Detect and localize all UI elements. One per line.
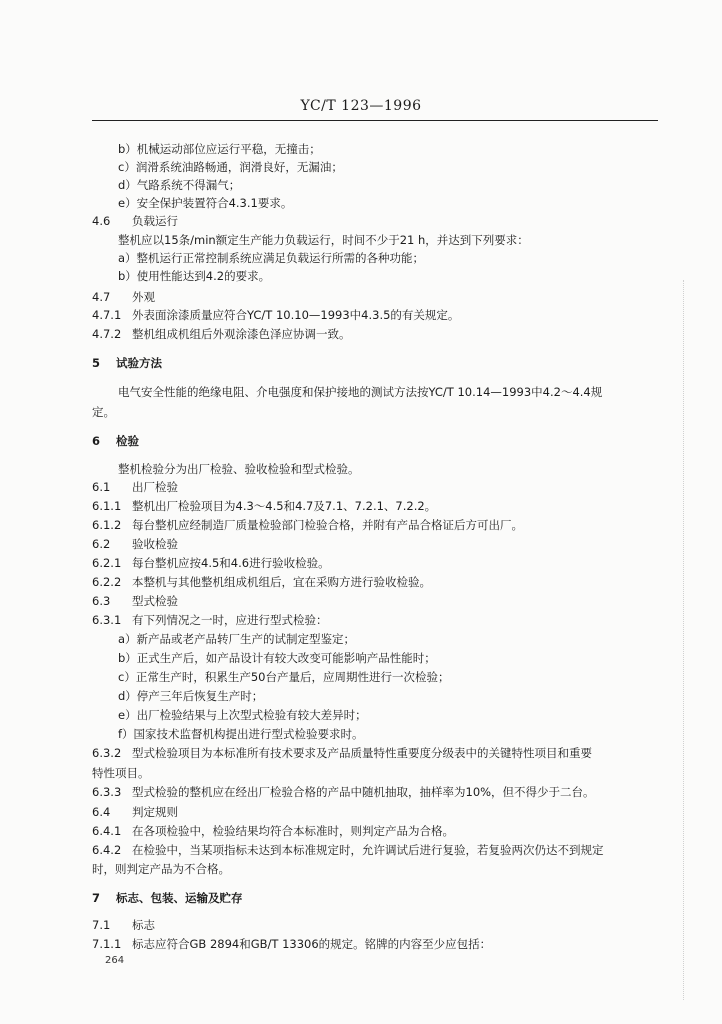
- clause-number: 7.1: [92, 918, 111, 932]
- clause-text: 外观: [132, 290, 155, 304]
- clause-number: 6.3.3: [92, 785, 122, 799]
- clause-text: 型式检验的整机应在经出厂检验合格的产品中随机抽取，抽样率为10%，但不得少于二台。: [132, 785, 595, 799]
- clause-number: 6.4: [92, 805, 111, 819]
- clause-text: 整机应以15条/min额定生产能力负载运行，时间不少于21 h，并达到下列要求：: [118, 233, 529, 247]
- clause-text: e）出厂检验结果与上次型式检验有较大差异时；: [118, 708, 367, 722]
- section-heading: [92, 434, 660, 448]
- clause-number: 6.4.2: [92, 843, 122, 857]
- clause-number: 6.1.1: [92, 499, 122, 513]
- clause-text: 本整机与其他整机组成机组后，宜在采购方进行验收检验。: [132, 575, 431, 589]
- page-number: 264: [105, 955, 125, 966]
- text-line: [92, 766, 660, 780]
- clause-line: [92, 518, 660, 532]
- clause-text: c）润滑系统油路畅通，润滑良好，无漏油；: [118, 160, 343, 174]
- clause-text: 整机检验分为出厂检验、验收检验和型式检验。: [118, 462, 360, 476]
- clause-line: [92, 556, 660, 570]
- clause-number: 6: [92, 434, 101, 448]
- clause-line: [92, 575, 660, 589]
- clause-text: f）国家技术监督机构提出进行型式检验要求时。: [118, 727, 364, 741]
- clause-number: 4.7.1: [92, 308, 122, 322]
- clause-text: 时，则判定产品为不合格。: [92, 862, 230, 876]
- clause-text: 试验方法: [116, 356, 162, 370]
- text-line: [118, 651, 658, 665]
- clause-text: 整机出厂检验项目为4.3～4.5和4.7及7.1、7.2.1、7.2.2。: [132, 499, 437, 513]
- text-line: [118, 269, 658, 283]
- text-line: [118, 708, 658, 722]
- clause-number: 6.3.2: [92, 746, 122, 760]
- clause-text: a）整机运行正常控制系统应满足负载运行所需的各种功能；: [118, 251, 425, 265]
- clause-line: [92, 746, 660, 760]
- clause-line: [92, 214, 660, 228]
- clause-number: 4.7.2: [92, 327, 122, 341]
- clause-text: 在检验中，当某项指标未达到本标准规定时，允许调试后进行复验，若复验两次仍达不到规定: [132, 843, 604, 857]
- clause-line: [92, 594, 660, 608]
- clause-text: 型式检验项目为本标准所有技术要求及产品质量特性重要度分级表中的关键特性项目和重要: [132, 746, 592, 760]
- text-line: [118, 233, 658, 247]
- clause-line: [92, 785, 660, 799]
- clause-line: [92, 824, 660, 838]
- clause-number: 6.4.1: [92, 824, 122, 838]
- clause-text: d）气路系统不得漏气；: [118, 178, 241, 192]
- clause-text: 标志应符合GB 2894和GB/T 13306的规定。铭牌的内容至少应包括：: [132, 937, 492, 951]
- clause-number: 7: [92, 891, 101, 905]
- clause-line: [92, 805, 660, 819]
- clause-number: 7.1.1: [92, 937, 122, 951]
- clause-number: 5: [92, 356, 101, 370]
- clause-line: [92, 308, 660, 322]
- clause-text: a）新产品或老产品转厂生产的试制定型鉴定；: [118, 632, 356, 646]
- scan-edge-line: [683, 280, 684, 1000]
- clause-line: [92, 613, 660, 627]
- clause-number: 6.2: [92, 537, 111, 551]
- clause-text: 整机组成机组后外观涂漆色泽应协调一致。: [132, 327, 351, 341]
- clause-text: b）使用性能达到4.2的要求。: [118, 269, 271, 283]
- clause-text: 标志: [132, 918, 155, 932]
- text-line: [92, 405, 660, 419]
- clause-text: 在各项检验中，检验结果均符合本标准时，则判定产品为合格。: [132, 824, 454, 838]
- clause-number: 6.3.1: [92, 613, 122, 627]
- text-line: [92, 862, 660, 876]
- text-line: [118, 251, 658, 265]
- text-line: [118, 632, 658, 646]
- section-heading: [92, 356, 660, 370]
- clause-text: 型式检验: [132, 594, 178, 608]
- text-line: [118, 196, 658, 210]
- text-line: [118, 385, 658, 399]
- section-heading: [92, 891, 660, 905]
- clause-line: [92, 843, 660, 857]
- clause-number: 6.1: [92, 480, 111, 494]
- clause-text: 电气安全性能的绝缘电阻、介电强度和保护接地的测试方法按YC/T 10.14—1993中4.2～4.4规: [118, 385, 603, 399]
- clause-text: 检验: [116, 434, 139, 448]
- clause-text: b）机械运动部位应运行平稳，无撞击；: [118, 142, 321, 156]
- clause-line: [92, 537, 660, 551]
- clause-text: e）安全保护装置符合4.3.1要求。: [118, 196, 293, 210]
- text-line: [118, 689, 658, 703]
- clause-text: c）正常生产时，积累生产50台产量后，应周期性进行一次检验；: [118, 670, 450, 684]
- text-line: [118, 462, 658, 476]
- clause-text: 验收检验: [132, 537, 178, 551]
- clause-text: b）正式生产后，如产品设计有较大改变可能影响产品性能时；: [118, 651, 436, 665]
- clause-number: 6.2.2: [92, 575, 122, 589]
- clause-number: 6.3: [92, 594, 111, 608]
- text-line: [118, 178, 658, 192]
- text-line: [118, 160, 658, 174]
- clause-line: [92, 290, 660, 304]
- clause-line: [92, 499, 660, 513]
- clause-text: 定。: [92, 405, 115, 419]
- clause-text: 负载运行: [132, 214, 178, 228]
- clause-line: [92, 480, 660, 494]
- clause-text: 标志、包装、运输及贮存: [116, 891, 243, 905]
- clause-line: [92, 327, 660, 341]
- clause-text: 有下列情况之一时，应进行型式检验：: [132, 613, 328, 627]
- clause-text: 外表面涂漆质量应符合YC/T 10.10—1993中4.3.5的有关规定。: [132, 308, 460, 322]
- clause-number: 6.1.2: [92, 518, 122, 532]
- clause-number: 4.6: [92, 214, 111, 228]
- clause-text: d）停产三年后恢复生产时；: [118, 689, 264, 703]
- clause-text: 出厂检验: [132, 480, 178, 494]
- clause-number: 4.7: [92, 290, 111, 304]
- header-rule: [92, 120, 658, 121]
- clause-line: [92, 918, 660, 932]
- text-line: [118, 727, 658, 741]
- clause-text: 特性项目。: [92, 766, 150, 780]
- clause-text: 判定规则: [132, 805, 178, 819]
- text-line: [118, 142, 658, 156]
- clause-number: 6.2.1: [92, 556, 122, 570]
- clause-text: 每台整机应按4.5和4.6进行验收检验。: [132, 556, 330, 570]
- text-line: [118, 670, 658, 684]
- clause-text: 每台整机应经制造厂质量检验部门检验合格，并附有产品合格证后方可出厂。: [132, 518, 523, 532]
- page-header: YC/T 123—1996: [300, 98, 422, 114]
- clause-line: [92, 937, 660, 951]
